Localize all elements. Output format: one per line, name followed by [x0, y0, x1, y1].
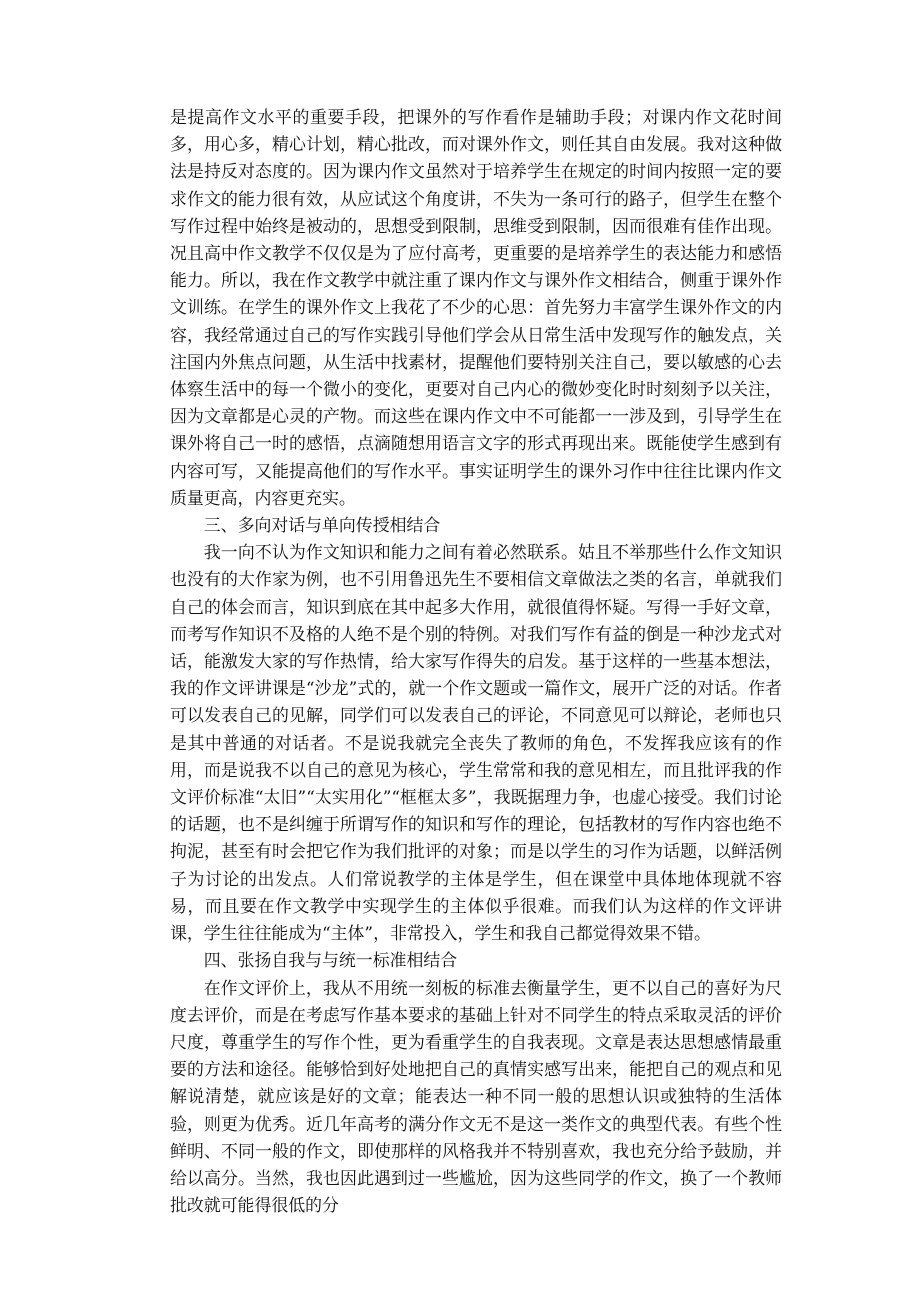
- body-paragraph: 是提高作文水平的重要手段，把课外的写作看作是辅助手段；对课内作文花时间多，用心多，精心计划，精心批改，而对课外作文，则任其自由发展。我对这种做法是持反对态度的。因为课内作文虽然对于培养学生在规定的时间内按照一定的要求作文的能力很有效，从应试这个角度讲，不失为一条可行的路子，但学生在整个写作过程中始终是被动的，思想受到限制，思维受到限制，因而很难有佳作出现。况且高中作文教学不仅仅是为了应付高考，更重要的是培养学生的表达能力和感悟能力。所以，我在作文教学中就注重了课内作文与课外作文相结合，侧重于课外作文训练。在学生的课外作文上我花了不少的心思：首先努力丰富学生课外作文的内容，我经常通过自己的写作实践引导他们学会从日常生活中发现写作的触发点，关注国内外焦点问题，从生活中找素材，提醒他们要特别关注自己，要以敏感的心去体察生活中的每一个微小的变化，更要对自己内心的微妙变化时时刻刻予以关注，因为文章都是心灵的产物。而这些在课内作文中不可能都一一涉及到，引导学生在课外将自己一时的感悟，点滴随想用语言文字的形式再现出来。既能使学生感到有内容可写，又能提高他们的写作水平。事实证明学生的课外习作中往往比课内作文质量更高，内容更充实。: [170, 107, 782, 508]
- body-paragraph: 我一向不认为作文知识和能力之间有着必然联系。姑且不举那些什么作文知识也没有的大作家为例，也不引用鲁迅先生不要相信文章做法之类的名言，单就我们自己的体会而言，知识到底在其中起多大作用，就很值得怀疑。写得一手好文章，而考写作知识不及格的人绝不是个别的特例。对我们写作有益的倒是一种沙龙式对话，能激发大家的写作热情，给大家写作得失的启发。基于这样的一些基本想法，我的作文评讲课是“沙龙”式的，就一个作文题或一篇作文，展开广泛的对话。作者可以发表自己的见解，同学们可以发表自己的评论，不同意见可以辩论，老师也只是其中普通的对话者。不是说我就完全丧失了教师的角色，不发挥我应该有的作用，而是说我不以自己的意见为核心，学生常常和我的意见相左，而且批评我的作文评价标准“太旧”“太实用化”“框框太多”，我既据理力争，也虚心接受。我们讨论的话题，也不是纠缠于所谓写作的知识和写作的理论，包括教材的写作内容也绝不拘泥，甚至有时会把它作为我们批评的对象；而是以学生的习作为话题，以鲜活例子为讨论的出发点。人们常说教学的主体是学生，但在课堂中具体地体现就不容易，而且要在作文教学中实现学生的主体似乎很难。而我们认为这样的作文评讲课，学生往往能成为“主体”，非常投入，学生和我自己都觉得效果不错。: [170, 542, 782, 944]
- document-page: [170, 104, 782, 1219]
- body-paragraph: 在作文评价上，我从不用统一刻板的标准去衡量学生，更不以自己的喜好为尺度去评价，而是在考虑写作基本要求的基础上针对不同学生的特点采取灵活的评价尺度，尊重学生的写作个性，更为看重学生的自我表现。文章是表达思想感情最重要的方法和途径。能够恰到好处地把自己的真情实感写出来，能把自己的观点和见解说清楚，就应该是好的文章；能表达一种不同一般的思想认识或独特的生活体验，则更为优秀。近几年高考的满分作文无不是这一类作文的典型代表。有些个性鲜明、不同一般的作文，即使那样的风格我并不特别喜欢，我也充分给予鼓励，并给以高分。当然，我也因此遇到过一些尴尬，因为这些同学的作文，换了一个教师批改就可能得很低的分: [170, 977, 782, 1216]
- section-heading: 三、多向对话与单向传授相结合: [203, 515, 441, 536]
- section-heading: 四、张扬自我与与统一标准相结合: [203, 950, 458, 971]
